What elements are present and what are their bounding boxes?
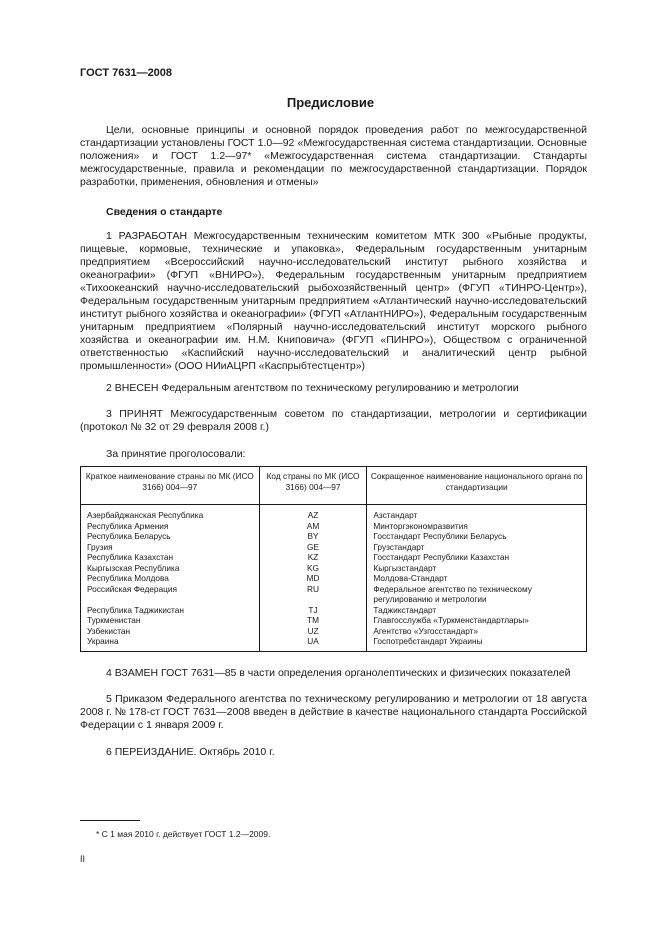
paragraph-6-text: 6 ПЕРЕИЗДАНИЕ. Октябрь 2010 г. [106,746,275,758]
table-row [81,636,587,651]
page-number: II [80,854,86,864]
cell-country: Республика Таджикистан [81,605,260,616]
table-row [81,605,587,616]
cell-country: Узбекистан [81,626,260,637]
paragraph-2-text: 2 ВНЕСЕН Федеральным агентством по техническому регулированию и метрологии [106,382,519,394]
table-row [81,573,587,584]
page-title: Предисловие [286,95,375,110]
cell-country: Кыргызская Республика [81,563,260,574]
cell-country: Азербайджанская Республика [81,505,260,521]
cell-country: Республика Беларусь [81,531,260,542]
cell-country: Российская Федерация [81,584,260,605]
cell-code: KZ [259,552,367,563]
cell-country: Республика Армения [81,521,260,532]
table-row [81,563,587,574]
cell-country: Туркменистан [81,615,260,626]
paragraph-1-text: 1 РАЗРАБОТАН Межгосударственным техническим комитетом МТК 300 «Рыбные продукты, пищевые, кормовые, технические и упаковка», Федеральным государственным унитарным предприятием «Всероссийский научно-исследовательский институт рыбного хозяйства и океанографии» (ФГУП «ВНИРО»), Федеральным государственным унитарным предприятием «Тихоокеанский научно-исследовательский рыбохозяйственный центр» (ФГУП «ТИНРО-Центр»), Федеральным государственным унитарным предприятием «Атлантический научно-исследовательский институт рыбного хозяйства и океанографии» (ФГУП «АтлантНИРО»), Федеральным государственным унитарным предприятием «Полярный научно-исследовательский институт морского рыбного хозяйства и океанографии им. Н.М. Книповича» (ФГУП «ПИНРО»), Обществом с ограниченной ответственностью «Каспийский научно-исследовательский и аналитический центр рыбной промышленности» (ООО НИиАЦРП «Каспрыбтестцентр») [80,230,587,372]
cell-code: TM [259,615,367,626]
paragraph-5-text: 5 Приказом Федерального агентства по техническому регулированию и метрологии от 18 августа 2008 г. № 178-ст ГОСТ 7631—2008 введен в действие в качестве национального стандарта Российской Федерации с 1 января 2009 г. [80,693,587,731]
cell-body: Госпотребстандарт Украины [367,636,587,651]
cell-country: Грузия [81,542,260,553]
paragraph-3-text: 3 ПРИНЯТ Межгосударственным советом по стандартизации, метрологии и сертификации (протокол № 32 от 29 февраля 2008 г.) [80,408,587,433]
cell-body: Госстандарт Республики Казахстан [367,552,587,563]
table-row [81,584,587,605]
intro-text: Цели, основные принципы и основной порядок проведения работ по межгосударственной стандартизации установлены ГОСТ 1.0—92 «Межгосударственная система стандартизации. Основные положения» и ГОСТ 1.2—97* «Межгосударственная система стандартизации. Стандарты межгосударственные, правила и рекомендации по межгосударственной стандартизации. Порядок разработки, применения, обновления и отмены» [80,124,587,188]
cell-body: Молдова-Стандарт [367,573,587,584]
table-row [81,521,587,532]
cell-body: Азстандарт [367,505,587,521]
paragraph-6 [80,746,587,759]
cell-code: AM [259,521,367,532]
cell-code: UZ [259,626,367,637]
vote-label-text: За принятие проголосовали: [106,448,246,460]
table-row [81,615,587,626]
footnote-divider [80,820,140,821]
table-row [81,552,587,563]
cell-body: Грузстандарт [367,542,587,553]
cell-code: MD [259,573,367,584]
cell-body: Кыргызстандарт [367,563,587,574]
cell-code: RU [259,584,367,605]
intro-paragraph [80,124,587,189]
paragraph-1 [80,230,587,373]
table-row [81,505,587,521]
cell-country: Украина [81,636,260,651]
document-code: ГОСТ 7631—2008 [80,67,173,79]
paragraph-4 [80,667,587,680]
cell-code: UA [259,636,367,651]
paragraph-2 [80,382,587,395]
section-title: Сведения о стандарте [106,206,223,218]
table-row [81,531,587,542]
cell-body: Главгосслужба «Туркменстандартлары» [367,615,587,626]
countries-table [80,466,587,652]
table-header-row [81,467,587,505]
cell-body: Госстандарт Республики Беларусь [367,531,587,542]
footnote: * С 1 мая 2010 г. действует ГОСТ 1.2—2009. [96,829,271,839]
cell-code: TJ [259,605,367,616]
cell-body: Федеральное агентство по техническому регулированию и метрологии [367,584,587,605]
vote-label [80,448,587,461]
cell-body: Таджикстандарт [367,605,587,616]
cell-body: Агентство «Узгосстандарт» [367,626,587,637]
table-row [81,542,587,553]
header-body: Сокращенное наименование национального органа по стандартизации [367,467,587,505]
header-code: Код страны по МК (ИСО 3166) 004—97 [259,467,367,505]
paragraph-4-text: 4 ВЗАМЕН ГОСТ 7631—85 в части определения органолептических и физических показателей [106,667,571,679]
table-row [81,626,587,637]
cell-code: BY [259,531,367,542]
paragraph-5 [80,693,587,732]
cell-body: Минторгэкономразвития [367,521,587,532]
header-country: Краткое наименование страны по МК (ИСО 3166) 004—97 [81,467,260,505]
cell-country: Республика Молдова [81,573,260,584]
cell-code: GE [259,542,367,553]
cell-country: Республика Казахстан [81,552,260,563]
cell-code: AZ [259,505,367,521]
cell-code: KG [259,563,367,574]
paragraph-3 [80,408,587,434]
